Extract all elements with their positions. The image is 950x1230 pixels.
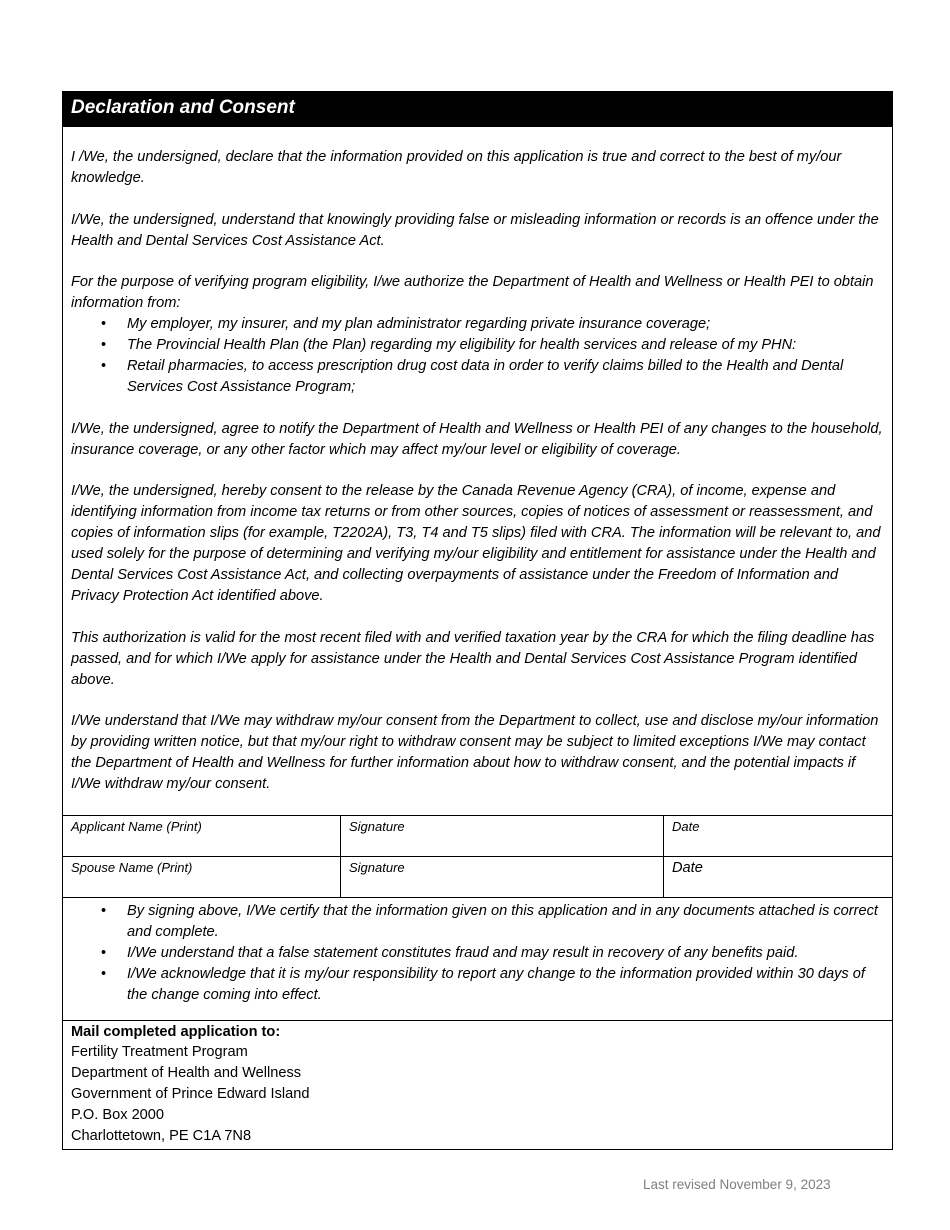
applicant-date-field[interactable] — [664, 816, 892, 856]
certification-list — [71, 901, 884, 1006]
mail-line-government: Government of Prince Edward Island — [71, 1086, 310, 1103]
mailing-address-section — [63, 1021, 892, 1149]
mail-line-program: Fertility Treatment Program — [71, 1044, 248, 1061]
applicant-signature-label: Signature — [349, 819, 405, 834]
applicant-name-field[interactable] — [63, 816, 341, 856]
last-revised-date: Last revised November 9, 2023 — [643, 1177, 831, 1192]
spouse-signature-label: Signature — [349, 860, 405, 875]
list-item — [71, 314, 884, 335]
declaration-consent-form — [62, 91, 893, 1150]
list-item-text: By signing above, I/We certify that the information given on this application and in any documents attached is correct and complete. — [127, 903, 878, 940]
spouse-date-label: Date — [672, 860, 703, 876]
bullet-icon: • — [101, 337, 107, 354]
list-item — [71, 356, 884, 398]
list-item-text: Retail pharmacies, to access prescription drug cost data in order to verify claims billed to the Health and Dental Services Cost Assistance Program; — [127, 358, 844, 395]
declaration-paragraph-7: I/We understand that I/We may withdraw my/our consent from the Department to collect, use and disclose my/our information by providing written notice, but that my/our right to withdraw consent may be subject to limited exceptions I/We may contact the Department of Health and Wellness for further information about how to withdraw consent, and the potential impacts if I/We withdraw my/our consent. — [71, 713, 879, 793]
mail-line-po-box: P.O. Box 2000 — [71, 1107, 165, 1124]
declaration-paragraph-5: I/We, the undersigned, hereby consent to the release by the Canada Revenue Agency (CRA), of income, expense and identifying information from income tax returns or from other sources, copies of notices of assessment or reassessment, and copies of information slips (for example, T2202A), T3, T4 and T5 slips) filed with CRA. The information will be relevant to, and used solely for the purpose of determining and verifying my/our eligibility and entitlement for assistance under the Health and Dental Services Cost Assistance Act, and collecting overpayments of assistance under the Freedom of Information and Privacy Protection Act identified above. — [71, 483, 881, 604]
bullet-icon: • — [101, 944, 107, 961]
mail-line-city-postal: Charlottetown, PE C1A 7N8 — [71, 1128, 252, 1145]
spouse-name-field[interactable] — [63, 857, 341, 897]
applicant-date-label: Date — [672, 819, 700, 834]
list-item — [71, 964, 884, 1006]
list-item-text: My employer, my insurer, and my plan administrator regarding private insurance coverage; — [127, 316, 711, 333]
spouse-name-label: Spouse Name (Print) — [71, 860, 193, 875]
declaration-text — [63, 127, 892, 816]
declaration-paragraph-3: For the purpose of verifying program eligibility, I/we authorize the Department of Health and Wellness or Health PEI to obtain information from: — [71, 274, 874, 312]
spouse-signature-row — [63, 857, 892, 898]
authorization-list — [71, 314, 884, 398]
declaration-paragraph-6: This authorization is valid for the most recent filed with and verified taxation year by the CRA for which the filing deadline has passed, and for which I/We apply for assistance under the Health and Dental Services Cost Assistance Program identified above. — [71, 629, 875, 688]
spouse-signature-field[interactable] — [341, 857, 664, 897]
applicant-signature-row — [63, 816, 892, 857]
list-item — [71, 335, 884, 356]
mail-heading: Mail completed application to: — [71, 1023, 281, 1040]
declaration-paragraph-2: I/We, the undersigned, understand that knowingly providing false or misleading information or records is an offence under the Health and Dental Services Cost Assistance Act. — [71, 211, 879, 249]
certification-section — [63, 898, 892, 1021]
bullet-icon: • — [101, 903, 107, 919]
section-title: Declaration and Consent — [63, 92, 892, 127]
bullet-icon: • — [101, 965, 107, 982]
list-item — [71, 943, 884, 964]
list-item-text: The Provincial Health Plan (the Plan) regarding my eligibility for health services and release of my PHN: — [127, 337, 797, 354]
spouse-date-field[interactable] — [664, 857, 892, 897]
mail-line-department: Department of Health and Wellness — [71, 1065, 302, 1082]
bullet-icon: • — [101, 358, 107, 375]
applicant-signature-field[interactable] — [341, 816, 664, 856]
applicant-name-label: Applicant Name (Print) — [71, 819, 202, 834]
list-item-text: I/We understand that a false statement constitutes fraud and may result in recovery of any benefits paid. — [127, 944, 799, 961]
list-item — [71, 901, 884, 943]
list-item-text: I/We acknowledge that it is my/our responsibility to report any change to the information provided within 30 days of the change coming into effect. — [127, 965, 865, 1003]
declaration-paragraph-4: I/We, the undersigned, agree to notify the Department of Health and Wellness or Health PEI of any changes to the household, insurance coverage, or any other factor which may affect my/our level or eligibility of coverage. — [71, 420, 883, 458]
declaration-paragraph-1: I /We, the undersigned, declare that the information provided on this application is true and correct to the best of my/our knowledge. — [71, 149, 842, 186]
bullet-icon: • — [101, 316, 107, 333]
